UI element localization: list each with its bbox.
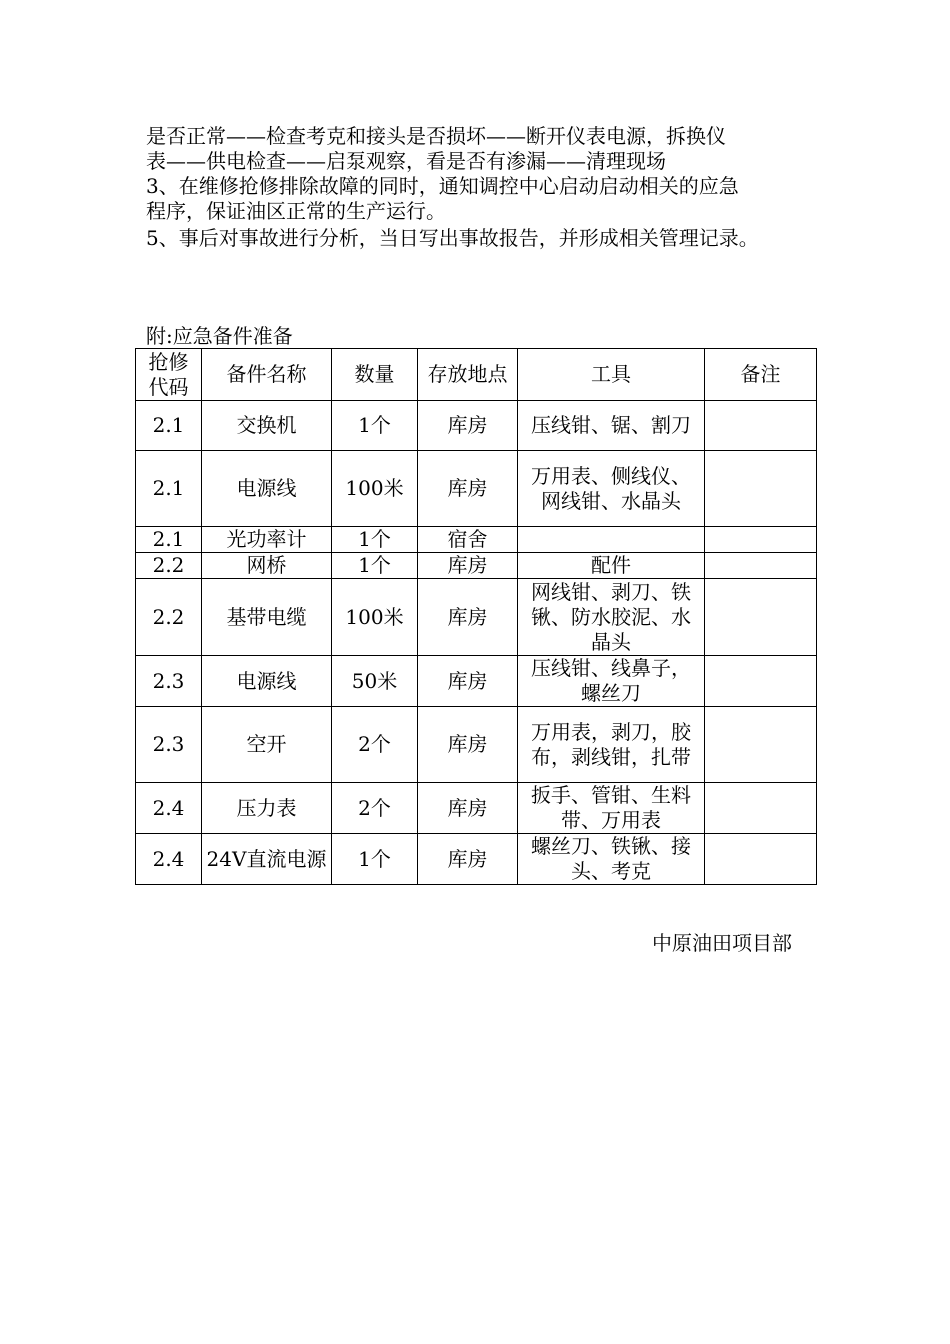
cell-location: 库房 [418,707,518,783]
cell-tools: 压线钳、线鼻子，螺丝刀 [518,656,705,707]
cell-location: 库房 [418,656,518,707]
cell-qty: 100米 [332,579,418,656]
table-row [136,527,817,553]
cell-name: 24V直流电源 [202,834,332,885]
paragraph-line-2: 表——供电检查——启泵观察，看是否有渗漏——清理现场 [146,149,666,173]
cell-qty: 1个 [332,401,418,451]
cell-qty: 1个 [332,834,418,885]
cell-code: 2.3 [136,656,202,707]
cell-code: 2.1 [136,527,202,553]
cell-name: 光功率计 [202,527,332,553]
table-row [136,707,817,783]
cell-location: 宿舍 [418,527,518,553]
cell-qty: 50米 [332,656,418,707]
cell-qty: 1个 [332,553,418,579]
table-row [136,553,817,579]
cell-note [705,783,817,834]
header-code: 抢修代码 [136,349,202,401]
cell-location: 库房 [418,401,518,451]
spare-parts-table [135,348,817,885]
cell-code: 2.3 [136,707,202,783]
cell-tools: 万用表、侧线仪、网线钳、水晶头 [518,451,705,527]
cell-tools [518,527,705,553]
cell-code: 2.1 [136,401,202,451]
header-location: 存放地点 [418,349,518,401]
table-row [136,834,817,885]
header-tools: 工具 [518,349,705,401]
header-note: 备注 [705,349,817,401]
table-row [136,401,817,451]
header-name: 备件名称 [202,349,332,401]
cell-qty: 1个 [332,527,418,553]
cell-tools: 螺丝刀、铁锹、接头、考克 [518,834,705,885]
cell-name: 空开 [202,707,332,783]
cell-code: 2.4 [136,834,202,885]
cell-name: 网桥 [202,553,332,579]
cell-qty: 2个 [332,707,418,783]
cell-name: 电源线 [202,656,332,707]
cell-note [705,834,817,885]
table-row [136,783,817,834]
cell-note [705,579,817,656]
table-header-row [136,349,817,401]
paragraph-line-5: 5、事后对事故进行分析，当日写出事故报告，并形成相关管理记录。 [146,226,759,250]
cell-tools: 扳手、管钳、生料带、万用表 [518,783,705,834]
table-caption: 附:应急备件准备 [146,324,293,348]
cell-location: 库房 [418,579,518,656]
footer-signature: 中原油田项目部 [652,931,792,955]
cell-code: 2.2 [136,553,202,579]
cell-code: 2.1 [136,451,202,527]
cell-qty: 2个 [332,783,418,834]
cell-qty: 100米 [332,451,418,527]
cell-location: 库房 [418,451,518,527]
cell-location: 库房 [418,834,518,885]
cell-name: 基带电缆 [202,579,332,656]
paragraph-line-3: 3、在维修抢修排除故障的同时，通知调控中心启动启动相关的应急 [146,174,739,198]
table-row [136,451,817,527]
cell-note [705,451,817,527]
cell-tools: 配件 [518,553,705,579]
cell-tools: 压线钳、锯、割刀 [518,401,705,451]
header-qty: 数量 [332,349,418,401]
cell-name: 交换机 [202,401,332,451]
cell-note [705,656,817,707]
cell-note [705,401,817,451]
paragraph-line-4: 程序，保证油区正常的生产运行。 [146,199,446,223]
cell-tools: 万用表，剥刀，胶布，剥线钳，扎带 [518,707,705,783]
cell-name: 电源线 [202,451,332,527]
cell-note [705,553,817,579]
cell-code: 2.2 [136,579,202,656]
cell-code: 2.4 [136,783,202,834]
cell-name: 压力表 [202,783,332,834]
table-row [136,579,817,656]
table-row [136,656,817,707]
cell-note [705,707,817,783]
cell-location: 库房 [418,783,518,834]
cell-location: 库房 [418,553,518,579]
paragraph-line-1: 是否正常——检查考克和接头是否损坏——断开仪表电源，拆换仪 [146,124,726,148]
cell-note [705,527,817,553]
cell-tools: 网线钳、剥刀、铁锹、防水胶泥、水晶头 [518,579,705,656]
